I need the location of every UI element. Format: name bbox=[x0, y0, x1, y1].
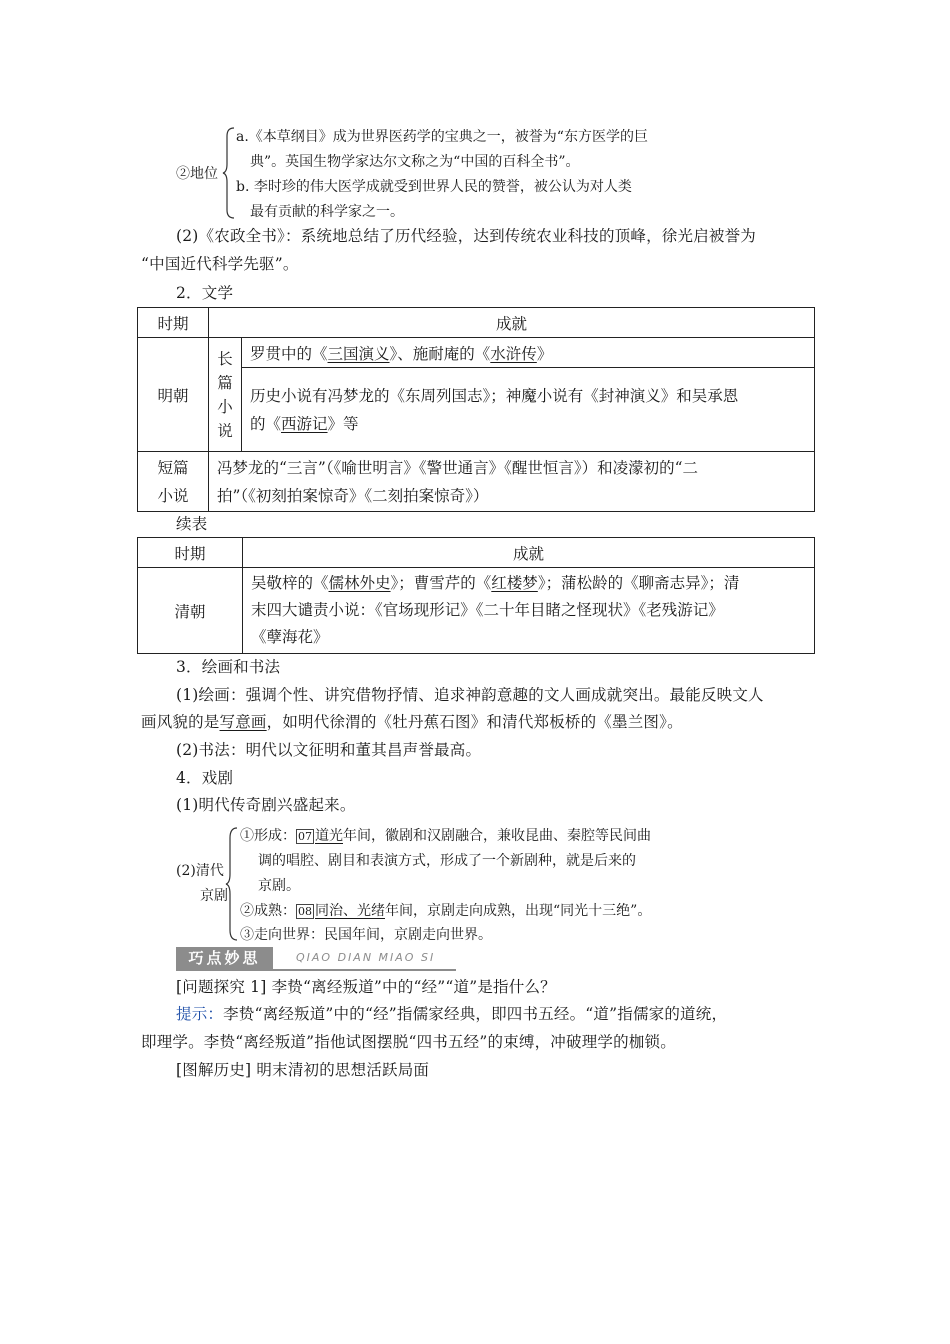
literature-table-ming bbox=[137, 307, 815, 512]
literature-heading: 2．文学 bbox=[176, 284, 234, 302]
opera-mature-line: ②成熟： 08 同治、光绪年间，京剧走向成熟，出现“同光十三绝”。 bbox=[240, 903, 652, 919]
qing-opera-label-1: (2)清代 bbox=[176, 863, 224, 879]
period-ming: 明朝 bbox=[138, 338, 209, 452]
qing-content: 吴敬梓的《儒林外史》；曹雪芹的《红楼梦》；蒲松龄的《聊斋志异》；清 末四大谴责小说：《官场现形记》《二十年目睹之怪现状》《老残游记》 《孽海花》 bbox=[243, 568, 815, 654]
continued-label: 续表 bbox=[176, 515, 208, 533]
table-header-period: 时期 bbox=[138, 308, 209, 338]
status-a-line1: a.《本草纲目》成为世界医药学的宝典之一，被誉为“东方医学的巨 bbox=[236, 129, 648, 145]
section-banner-pinyin: QIAO DIAN MIAO SI bbox=[296, 951, 436, 964]
hint-label: 提示： bbox=[176, 1005, 224, 1023]
table2-header-period: 时期 bbox=[138, 538, 243, 568]
left-brace-icon bbox=[225, 826, 239, 942]
opera-formation-line3: 京剧。 bbox=[258, 878, 300, 894]
opera-formation-line1: ①形成： 07 道光年间，徽剧和汉剧融合，兼收昆曲、秦腔等民间曲 bbox=[240, 828, 651, 844]
short-novel-label: 短篇 小说 bbox=[138, 452, 209, 512]
drama-heading: 4．戏剧 bbox=[176, 769, 234, 787]
long-novel-label: 长 篇 小 说 bbox=[209, 338, 242, 452]
status-b-line1: b. 李时珍的伟大医学成就受到世界人民的赞誉，被公认为对人类 bbox=[236, 179, 632, 195]
calligraphy-line: (2)书法：明代以文征明和董其昌声誉最高。 bbox=[176, 741, 482, 759]
painting-line1: (1)绘画：强调个性、讲究借物抒情、追求神韵意趣的文人画成就突出。最能反映文人 bbox=[176, 686, 764, 704]
hint-line1: 提示：李贽“离经叛道”中的“经”指儒家经典，即四书五经。“道”指儒家的道统， bbox=[176, 1005, 728, 1023]
hint-line2: 即理学。李贽“离经叛道”指他试图摆脱“四书五经”的束缚，冲破理学的枷锁。 bbox=[141, 1033, 676, 1051]
table-header-achievement: 成就 bbox=[209, 308, 815, 338]
opera-formation-line2: 调的唱腔、剧目和表演方式，形成了一个新剧种，就是后来的 bbox=[258, 853, 636, 869]
section-banner-rule bbox=[176, 969, 456, 971]
qing-opera-label-2: 京剧 bbox=[200, 888, 228, 904]
nongzheng-line2: “中国近代科学先驱”。 bbox=[141, 255, 299, 273]
long-novel-row1: 罗贯中的《三国演义》、施耐庵的《水浒传》 bbox=[242, 338, 815, 368]
short-novel-content: 冯梦龙的“三言”（《喻世明言》《警世通言》《醒世恒言》）和凌濛初的“二 拍”（《初刻拍案惊奇》《二刻拍案惊奇》） bbox=[209, 452, 815, 512]
status-a-line2: 典”。英国生物学家达尔文称之为“中国的百科全书”。 bbox=[250, 154, 580, 170]
painting-line2: 画风貌的是写意画，如明代徐渭的《牡丹蕉石图》和清代郑板桥的《墨兰图》。 bbox=[141, 713, 683, 731]
long-novel-row2: 历史小说有冯梦龙的《东周列国志》；神魔小说有《封神演义》和吴承恩 的《西游记》等 bbox=[242, 368, 815, 452]
opera-world-line: ③走向世界：民国年间，京剧走向世界。 bbox=[240, 927, 492, 943]
left-brace-icon bbox=[222, 126, 236, 220]
painting-heading: 3．绘画和书法 bbox=[176, 658, 281, 676]
section-banner-title: 巧点妙思 bbox=[176, 947, 273, 969]
diagram-title: [图解历史] 明末清初的思想活跃局面 bbox=[176, 1061, 430, 1079]
drama-ming: (1)明代传奇剧兴盛起来。 bbox=[176, 796, 356, 814]
status-b-line2: 最有贡献的科学家之一。 bbox=[250, 204, 404, 220]
status-label: ②地位 bbox=[176, 166, 218, 182]
question-line: [问题探究 1] 李贽“离经叛道”中的“经”“道”是指什么？ bbox=[176, 978, 556, 996]
table2-header-achievement: 成就 bbox=[243, 538, 815, 568]
period-qing: 清朝 bbox=[138, 568, 243, 654]
nongzheng-line1: (2)《农政全书》：系统地总结了历代经验，达到传统农业科技的顶峰，徐光启被誉为 bbox=[176, 227, 757, 245]
literature-table-qing bbox=[137, 537, 815, 654]
